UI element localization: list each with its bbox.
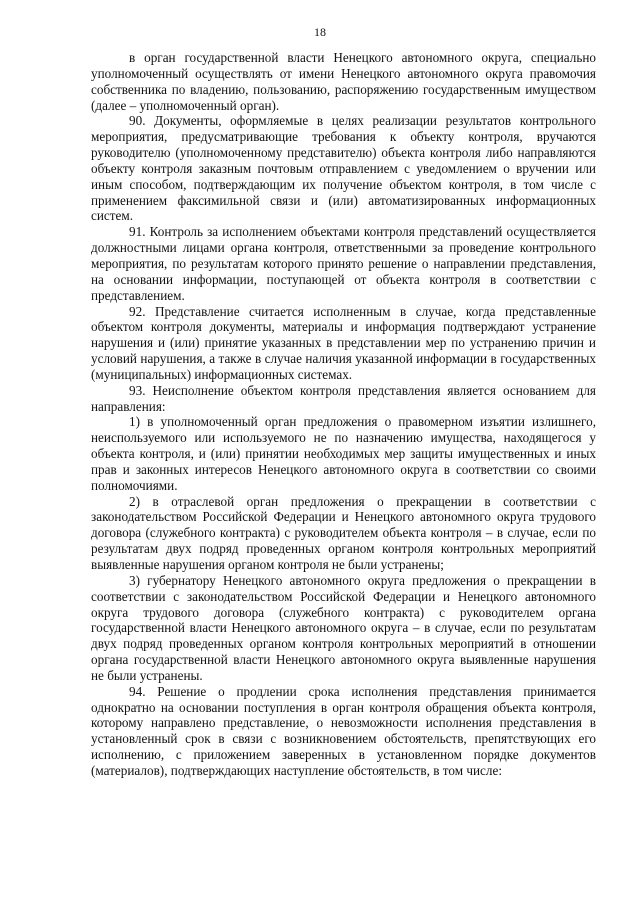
paragraph-92: 92. Представление считается исполненным в случае, когда представленные объектом контроля документы, материалы и информация подтверждают устранение нарушения и (или) принятие указанных в представлении мер по устранению причин и условий нарушения, а также в случае наличия указанной информации в государственных (муниципальных) информационных системах.	[91, 303, 596, 382]
document-body	[91, 50, 596, 779]
paragraph-94: 94. Решение о продлении срока исполнения представления принимается однократно на основании поступления в орган контроля обращения объекта контроля, которому направлено представление, о невозможности исполнения представления в установленный срок в связи с возникновением обстоятельств, препятствующих его исполнению, с приложением заверенных в установленном порядке документов (материалов), подтверждающих наступление обстоятельств, в том числе:	[91, 683, 596, 778]
paragraph-93-item-3: 3) губернатору Ненецкого автономного округа предложения о прекращении в соответствии с законодательством Российской Федерации и Ненецкого автономного округа трудового договора (служебного контракта) с руководителем органа государственной власти Ненецкого автономного округа – в случае, если по результатам двух подряд проведенных органом контроля контрольных мероприятий в отношении органа государственной власти Ненецкого автономного округа выявленные нарушения не были устранены.	[91, 572, 596, 683]
paragraph-93-item-2: 2) в отраслевой орган предложения о прекращении в соответствии с законодательством Российской Федерации и Ненецкого автономного округа трудового договора (служебного контракта) с руководителем объекта контроля – в случае, если по результатам двух подряд проведенных органом контроля контрольных мероприятий выявленные нарушения органом контроля не были устранены;	[91, 493, 596, 572]
paragraph-90: 90. Документы, оформляемые в целях реализации результатов контрольного мероприятия, предусматривающие требования к объекту контроля, вручаются руководителю (уполномоченному представителю) объекта контроля либо направляются объекту контроля заказным почтовым отправлением с уведомлением о вручении или иным способом, подтверждающим их получение объектом контроля, в том числе с применением факсимильной связи и (или) автоматизированных информационных систем.	[91, 113, 596, 224]
paragraph-93-item-1: 1) в уполномоченный орган предложения о правомерном изъятии излишнего, неиспользуемого или используемого не по назначению имущества, находящегося у объекта контроля, и (или) принятии необходимых мер защиты имущественных и иных прав и законных интересов Ненецкого автономного округа в соответствии со своими полномочиями.	[91, 414, 596, 493]
paragraph-93: 93. Неисполнение объектом контроля представления является основанием для направления:	[91, 382, 596, 414]
page-number: 18	[314, 25, 326, 39]
paragraph-continuation: в орган государственной власти Ненецкого автономного округа, специально уполномоченный осуществлять от имени Ненецкого автономного округа правомочия собственника по владению, пользованию, распоряжению государственным имуществом (далее – уполномоченный орган).	[91, 50, 596, 113]
paragraph-91: 91. Контроль за исполнением объектами контроля представлений осуществляется должностными лицами органа контроля, ответственными за проведение контрольного мероприятия, по результатам которого принято решение о направлении представления, на основании информации, поступающей от объекта контроля в соответствии с представлением.	[91, 224, 596, 303]
